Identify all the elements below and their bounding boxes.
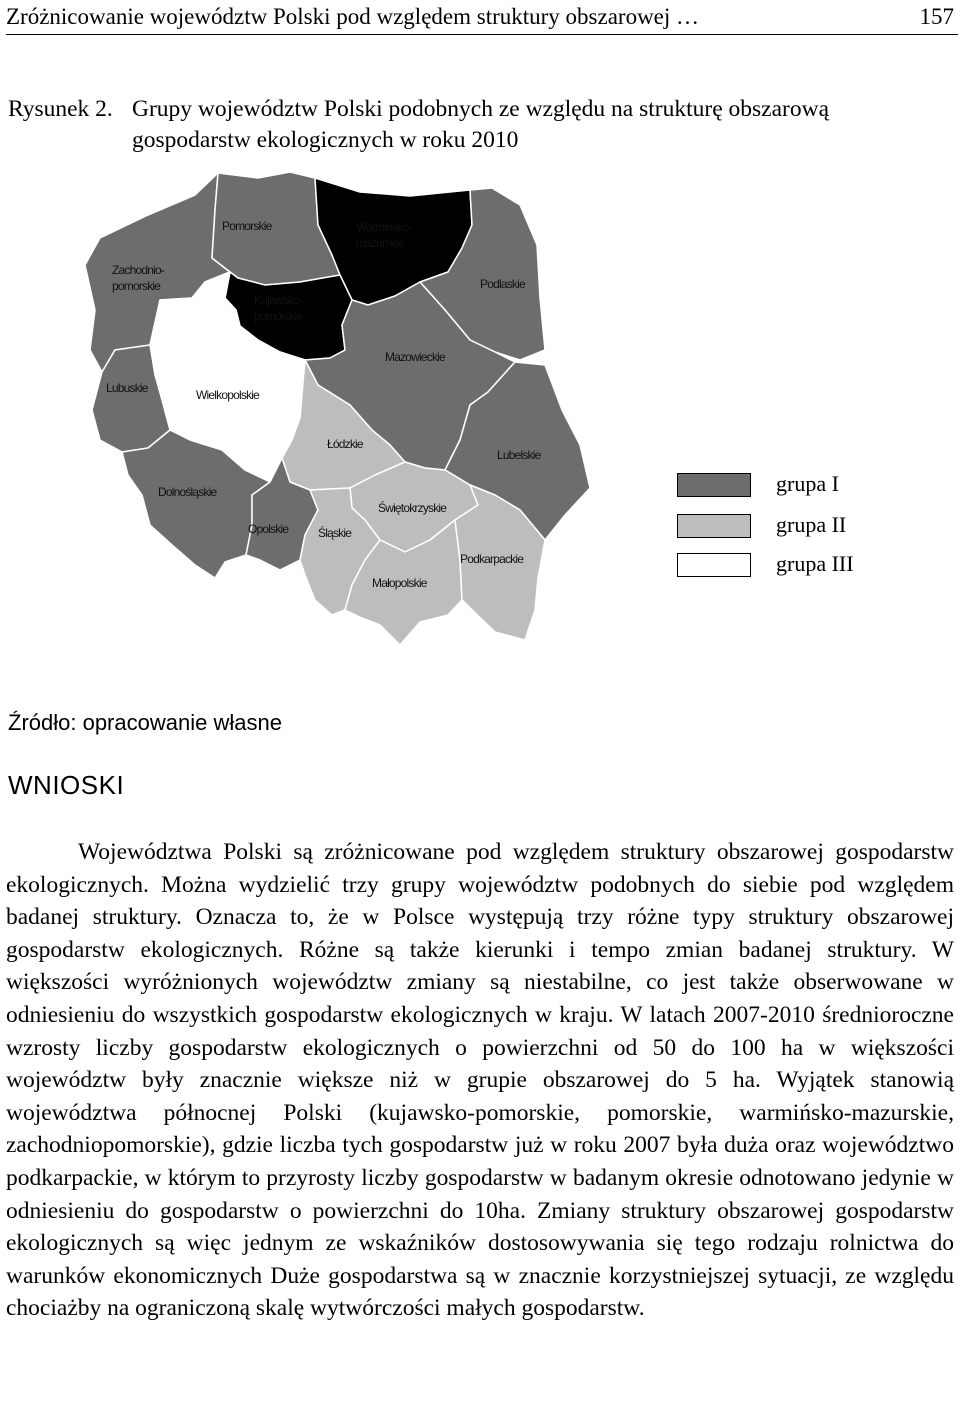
map-label-zachodniopomorskie-line-1: Zachodnio- <box>112 263 165 277</box>
legend-swatch-grupa-3 <box>677 553 751 577</box>
map-label-lubuskie-line-1: Lubuskie <box>106 381 148 395</box>
legend-swatch-grupa-2 <box>677 514 751 538</box>
legend-label-grupa-3: grupa III <box>776 551 854 576</box>
map-label-lubelskie-line-1: Lubelskie <box>497 448 541 462</box>
running-header <box>6 0 958 35</box>
map-label-podkarpackie-line-1: Podkarpackie <box>460 552 524 566</box>
running-title: Zróżnicowanie województw Polski pod względem struktury obszarowej … <box>6 4 700 29</box>
map-label-zachodniopomorskie-line-2: pomorskie <box>112 279 161 293</box>
map-label-pomorskie-line-1: Pomorskie <box>222 219 272 233</box>
map-label-warminskomazurskie-line-1: Warmińsko- <box>356 220 412 234</box>
section-heading: WNIOSKI <box>8 770 125 800</box>
map-label-warminskomazurskie-line-2: mazurskie <box>356 236 404 250</box>
map-label-swietokrzyskie-line-1: Świętokrzyskie <box>378 501 447 515</box>
map-label-lodzkie-line-1: Łódzkie <box>327 437 363 451</box>
figure-source: Źródło: opracowanie własne <box>8 710 282 735</box>
map-label-kujawskopomorskie-line-2: pomorskie <box>254 309 303 323</box>
map-label-podlaskie-line-1: Podlaskie <box>480 277 525 291</box>
page-number: 157 <box>919 4 954 29</box>
map-label-dolnoslaskie-line-1: Dolnośląskie <box>158 485 217 499</box>
legend-swatch-grupa-1 <box>677 473 751 497</box>
map-label-slaskie-line-1: Śląskie <box>318 526 352 540</box>
poland-voivodeship-map <box>0 165 960 660</box>
conclusions-paragraph: Województwa Polski są zróżnicowane pod względem struktury obszarowej gospodarstw ekologicznych. Można wydzielić trzy grupy województw podobnych do siebie pod względem badanej struktury. Oznacza to, że w Polsce występują trzy różne typy struktury obszarowej gospodarstw ekologicznych. Różne są także kierunki i tempo zmian badanej struktury. W większości wyróżnionych województw zmiany są niestabilne, co jest także obserwowane w odniesieniu do wszystkich gospodarstw ekologicznych w kraju. W latach 2007-2010 średnioroczne wzrosty liczby gospodarstw ekologicznych o powierzchni od 50 do 100 ha w większości województw były znacznie większe niż w grupie obszarowej do 5 ha. Wyjątek stanowią województwa północnej Polski (kujawsko-pomorskie, pomorskie, warmińsko-mazurskie, zachodniopomorskie), gdzie liczba tych gospodarstw już w roku 2007 była duża oraz województwo podkarpackie, w którym to przyrosty liczby gospodarstw w badanym okresie odnotowano jedynie w odniesieniu do gospodarstw o powierzchni do 10ha. Zmiany struktury obszarowej gospodarstw ekologicznych są więc jednym ze wskaźników dostosowywania się tego rodzaju rolnictwa do warunków ekonomicznych Duże gospodarstwa są w znacznie korzystniejszej sytuacji, ze względu chociażby na ograniczoną skalę wytwórczości małych gospodarstw. <box>6 839 954 1322</box>
map-label-opolskie-line-1: Opolskie <box>248 522 289 536</box>
map-label-mazowieckie-line-1: Mazowieckie <box>385 350 445 364</box>
figure-title: Grupy województw Polski podobnych ze względu na strukturę obszarową gospodarstw ekologicznych w roku 2010 <box>132 96 830 153</box>
legend-label-grupa-1: grupa I <box>776 471 839 496</box>
map-label-kujawskopomorskie-line-1: Kujawsko- <box>254 293 303 307</box>
map-svg <box>0 165 960 660</box>
figure-label: Rysunek 2. <box>8 96 113 122</box>
map-label-wielkopolskie-line-1: Wielkopolskie <box>196 388 259 402</box>
map-label-malopolskie-line-1: Małopolskie <box>372 576 427 590</box>
legend-label-grupa-2: grupa II <box>776 512 847 537</box>
